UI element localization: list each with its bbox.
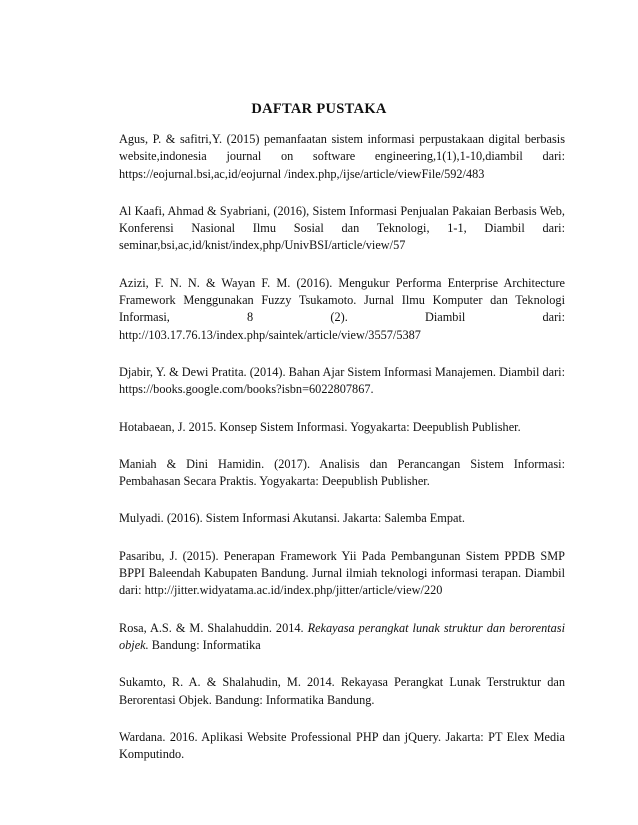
reference-item: Wardana. 2016. Aplikasi Website Professional PHP dan jQuery. Jakarta: PT Elex Media Komputindo. [119, 729, 565, 762]
reference-item [119, 620, 565, 655]
reference-item: Agus, P. & safitri,Y. (2015) pemanfaatan sistem informasi perpustakaan digital berbasis website,indonesia journal on software engineering,1(1),1-10,diambil dari: https://eojurnal.bsi,ac,id/eojurnal /index.php,/ijse/article/viewFile/592/483 [119, 132, 565, 181]
reference-item: Pasaribu, J. (2015). Penerapan Framework Yii Pada Pembangunan Sistem PPDB SMP BPPI Baleendah Kabupaten Bandung. Jurnal ilmiah teknologi informasi terapan. Diambil dari: http://jitter.widyatama.ac.id/index.php/jitter/article/view/220 [119, 548, 565, 598]
reference-item: Djabir, Y. & Dewi Pratita. (2014). Bahan Ajar Sistem Informasi Manajemen. Diambil dari: https://books.google.com/books?isbn=6022807867. [119, 364, 565, 397]
reference-item: Hotabaean, J. 2015. Konsep Sistem Informasi. Yogyakarta: Deepublish Publisher. [119, 419, 521, 434]
reference-book-title: Rekayasa perangkat lunak struktur dan berorentasi objek. [119, 620, 565, 652]
reference-item: Mulyadi. (2016). Sistem Informasi Akutansi. Jakarta: Salemba Empat. [119, 511, 465, 526]
reference-item: Maniah & Dini Hamidin. (2017). Analisis dan Perancangan Sistem Informasi: Pembahasan Secara Praktis. Yogyakarta: Deepublish Publisher. [119, 456, 565, 489]
reference-item: Al Kaafi, Ahmad & Syabriani, (2016), Sistem Informasi Penjualan Pakaian Berbasis Web, Konferensi Nasional Ilmu Sosial dan Teknologi, 1-1, Diambil dari: seminar,bsi,ac,id/knist/index,php/UnivBSI/article/view/57 [119, 203, 565, 253]
reference-item: Sukamto, R. A. & Shalahudin, M. 2014. Rekayasa Perangkat Lunak Terstruktur dan Berorentasi Objek. Bandung: Informatika Bandung. [119, 675, 565, 707]
page-title: DAFTAR PUSTAKA [251, 101, 387, 117]
reference-authors: Rosa, A.S. & M. Shalahuddin. 2014. [119, 620, 308, 635]
reference-item: Azizi, F. N. N. & Wayan F. M. (2016). Mengukur Performa Enterprise Architecture Framework Menggunakan Fuzzy Tsukamoto. Jurnal Ilmu Komputer dan Teknologi Informasi, 8 (2). Diambil dari: http://103.17.76.13/index.php/saintek/article/view/3557/5387 [119, 275, 565, 342]
reference-publisher: Bandung: Informatika [148, 637, 261, 652]
reference-list [119, 131, 565, 763]
